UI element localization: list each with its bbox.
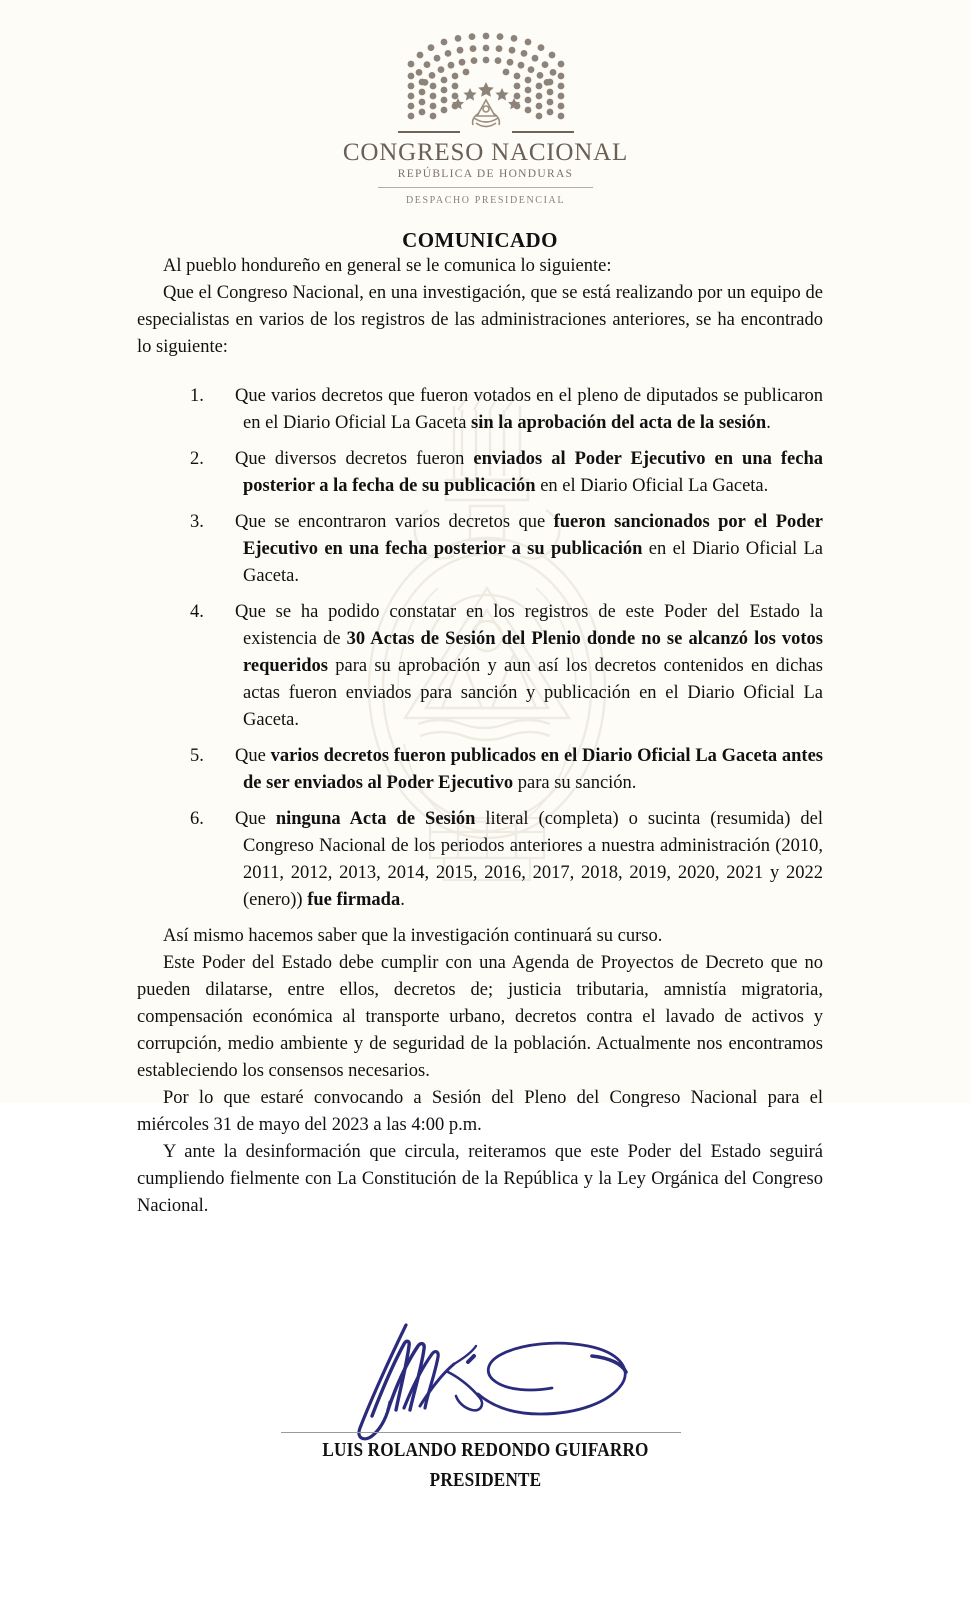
finding-item <box>190 743 823 797</box>
finding-text: Que se encontraron varios decretos que <box>235 512 554 532</box>
finding-number: 6. <box>190 809 204 829</box>
finding-item <box>190 599 823 734</box>
finding-text: Que diversos decretos fueron <box>235 449 474 469</box>
finding-text: Que se ha podido constatar en los registros de este Poder del Estado la existencia de <box>235 602 823 649</box>
finding-item <box>190 806 823 914</box>
finding-text: literal (completa) o sucinta (resumida) del Congreso Nacional de los periodos anteriores a nuestra administración (2010, 2011, 2012, 2013, 2014, 2015, 2016, 2017, 2018, 2019, 2020, 2021 y 2022 (enero)) <box>243 809 824 910</box>
finding-number: 1. <box>190 386 204 406</box>
finding-number: 5. <box>190 746 204 766</box>
office-name: DESPACHO PRESIDENCIAL <box>405 195 566 207</box>
finding-emphasis: 30 Actas de Sesión del Plenio donde no se alcanzó los votos requeridos <box>243 629 823 676</box>
session-call-paragraph: Por lo que estaré convocando a Sesión del Pleno del Congreso Nacional para el miércoles 31 de mayo del 2023 a las 4:00 p.m. <box>137 1088 823 1135</box>
finding-item <box>190 446 823 500</box>
finding-text: para su aprobación y aun así los decretos contenidos en dichas actas fueron enviados para sanción y publicación en el Diario Oficial La Gaceta. <box>243 656 823 730</box>
finding-text: . <box>400 890 405 910</box>
finding-text: en el Diario Oficial La Gaceta. <box>535 476 769 496</box>
signatory-name: LUIS ROLANDO REDONDO GUIFARRO <box>322 1439 649 1461</box>
finding-text: Que <box>235 809 276 829</box>
finding-number: 4. <box>190 602 204 622</box>
country-name: REPÚBLICA DE HONDURAS <box>397 168 574 181</box>
institution-name: CONGRESO NACIONAL <box>342 139 629 166</box>
intro-paragraph: Que el Congreso Nacional, en una investigación, que se está realizando por un equipo de especialistas en varios de los registros de las administraciones anteriores, se ha encontrado lo siguiente: <box>137 283 823 357</box>
final-paragraph: Y ante la desinformación que circula, reiteramos que este Poder del Estado seguirá cumpliendo fielmente con La Constitución de la República y la Ley Orgánica del Congreso Nacional. <box>137 1142 823 1216</box>
finding-emphasis: enviados al Poder Ejecutivo en una fecha posterior a la fecha de su publicación <box>243 449 823 496</box>
finding-text: para su sanción. <box>513 773 637 793</box>
finding-item <box>190 383 823 437</box>
findings-list <box>137 383 823 914</box>
finding-text: . <box>766 413 771 433</box>
finding-item <box>190 509 823 590</box>
document-body <box>137 0 823 1220</box>
finding-number: 3. <box>190 512 204 532</box>
finding-emphasis: fue firmada <box>307 890 401 910</box>
signatory-role: PRESIDENTE <box>429 1469 542 1491</box>
finding-text: Que <box>235 746 271 766</box>
finding-emphasis: ninguna Acta de Sesión <box>275 809 476 829</box>
finding-number: 2. <box>190 449 204 469</box>
finding-text: en el Diario Oficial La Gaceta. <box>243 539 823 586</box>
page-title: COMUNICADO <box>402 228 558 252</box>
finding-text: Que varios decretos que fueron votados en el pleno de diputados se publicaron en el Diario Oficial La Gaceta <box>235 386 823 433</box>
investigation-closing-paragraph: Así mismo hacemos saber que la investigación continuará su curso. <box>163 926 663 946</box>
salutation-paragraph: Al pueblo hondureño en general se le comunica lo siguiente: <box>163 256 612 276</box>
finding-emphasis: fueron sancionados por el Poder Ejecutivo en una fecha posterior a su publicación <box>243 512 823 559</box>
signature-block <box>0 1300 971 1540</box>
handwritten-signature-icon <box>330 1310 660 1445</box>
finding-emphasis: varios decretos fueron publicados en el Diario Oficial La Gaceta antes de ser enviados al Poder Ejecutivo <box>243 746 823 793</box>
signature-line <box>281 1432 681 1433</box>
agenda-paragraph: Este Poder del Estado debe cumplir con una Agenda de Proyectos de Decreto que no pueden dilatarse, entre ellos, decretos de; justicia tributaria, amnistía migratoria, compensación económica al transporte urbano, decretos contra el lavado de activos y corrupción, medio ambiente y de seguridad de la población. Actualmente nos encontramos estableciendo los consensos necesarios. <box>137 953 823 1081</box>
finding-emphasis: sin la aprobación del acta de la sesión <box>471 413 767 433</box>
